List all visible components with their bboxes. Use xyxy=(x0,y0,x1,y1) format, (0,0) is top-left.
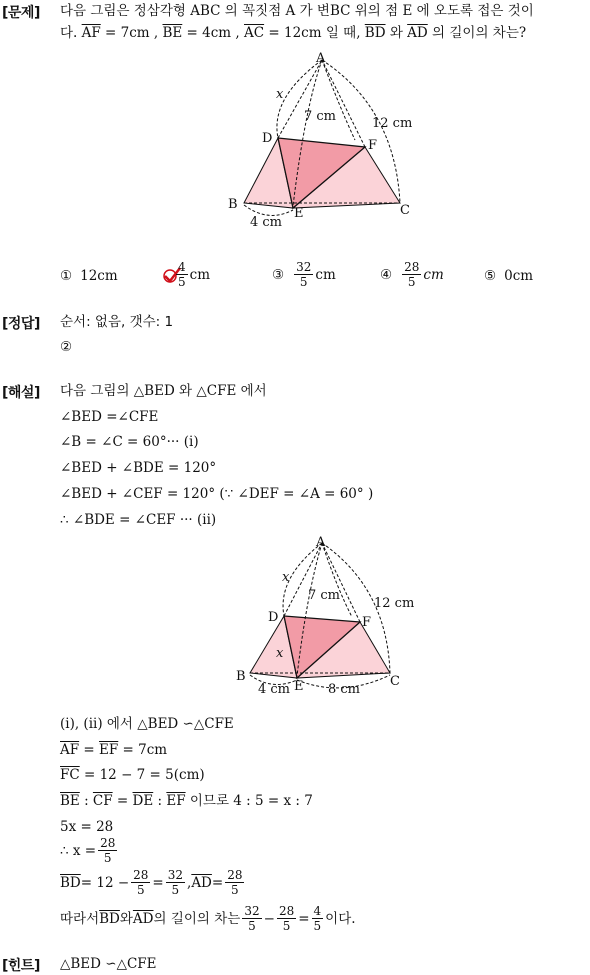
hint-tag: [힌트] xyxy=(2,958,40,974)
label-7cm: 7 cm xyxy=(304,109,337,124)
answer-line-1: 순서: 없음, 갯수: 1 xyxy=(60,314,174,330)
solution-l7: (i), (ii) 에서 △BED ∽△CFE xyxy=(60,716,234,732)
label-B: B xyxy=(228,197,238,212)
choice-2[interactable]: $\frac{4}{5}$ cm xyxy=(162,260,210,289)
label2-B: B xyxy=(236,669,246,684)
solution-l12: $\overline{BD}$ = 12 − $\frac{28}{5}$ = $\frac{32}{5}$ , $\overline{AD}$ = $\frac{28}{5}$ xyxy=(60,868,243,897)
solution-l3: ∠B = ∠C = 60°··· (i) xyxy=(60,434,199,450)
choice-1[interactable]: ① 12cm xyxy=(60,268,118,284)
label-E: E xyxy=(294,206,304,221)
label-A: A xyxy=(316,51,326,66)
problem-tag: [문제] xyxy=(2,5,40,21)
label2-A: A xyxy=(316,535,326,550)
label-D: D xyxy=(262,131,273,146)
solution-l4: ∠BED + ∠BDE = 120° xyxy=(60,460,217,476)
solution-tag: [해설] xyxy=(2,385,40,401)
solution-l5: ∠BED + ∠CEF = 120° (∵ ∠DEF = ∠A = 60° ) xyxy=(60,486,374,502)
solution-l8: $\overline{AF} = \overline{EF} = 7cm$ xyxy=(60,742,168,758)
label2-E: E xyxy=(294,679,304,694)
label2-7cm: 7 cm xyxy=(308,588,341,603)
folded-triangle-figure-2 xyxy=(232,533,422,698)
label2-x-bottom: x xyxy=(276,646,284,661)
label2-8cm: 8 cm xyxy=(328,682,361,697)
problem-line-1: 다음 그림은 정삼각형 ABC 의 꼭짓점 A 가 변BC 위의 점 E 에 오도록 접은 것이 xyxy=(60,3,534,19)
solution-l11: ∴ x = $\frac{28}{5}$ xyxy=(60,836,116,865)
solution-l2: ∠BED =∠CFE xyxy=(60,409,159,425)
solution-l6: ∴ ∠BDE = ∠CEF ··· (ii) xyxy=(60,512,217,528)
solution-l10: 5x = 28 xyxy=(60,819,114,835)
label2-12cm: 12 cm xyxy=(374,596,415,611)
answer-tag: [정답] xyxy=(2,316,40,332)
folded-triangle-figure-1 xyxy=(220,48,440,233)
problem-line-2: 다. $\overline{AF} = 7cm$ , $\overline{BE} = 4cm$ , $\overline{AC} = 12cm$ 일 때, $\overline{BD}$ 와 $\overline{AD}$ 의 길이의 차는? xyxy=(60,25,527,41)
choice-4[interactable]: ④ $\frac{28}{5}$ cm xyxy=(380,260,444,289)
label-F: F xyxy=(368,138,378,153)
label-x: x xyxy=(276,87,284,102)
label-12cm: 12 cm xyxy=(372,116,413,131)
answer-line-2: ② xyxy=(60,339,73,355)
hint-text: △BED ∽△CFE xyxy=(60,956,157,972)
choice-5[interactable]: ⑤ 0cm xyxy=(484,268,534,284)
solution-l9: $\overline{FC} = 12 - 7 = 5(cm)$ xyxy=(60,767,205,783)
solution-l1: 다음 그림의 △BED 와 △CFE 에서 xyxy=(60,383,267,399)
label-4cm: 4 cm xyxy=(250,215,283,230)
label2-D: D xyxy=(268,610,279,625)
label2-F: F xyxy=(362,615,372,630)
label2-x-top: x xyxy=(282,570,290,585)
label-C: C xyxy=(400,203,410,218)
label2-C: C xyxy=(390,674,400,689)
label2-4cm: 4 cm xyxy=(258,682,291,697)
choice-3[interactable]: ③ $\frac{32}{5}$ cm xyxy=(272,260,336,289)
solution-l13: 따라서 $\overline{BD}$ 와 $\overline{AD}$ 의 길이의 차는 $\frac{32}{5}$ − $\frac{28}{5}$ = $\frac{4}{5}$ 이다. xyxy=(60,904,356,933)
solution-ratio: $\overline{BE}$ : $\overline{CF} = \overline{DE}$ : $\overline{EF}$ 이므로 4 : 5 = x : 7 xyxy=(60,793,313,809)
